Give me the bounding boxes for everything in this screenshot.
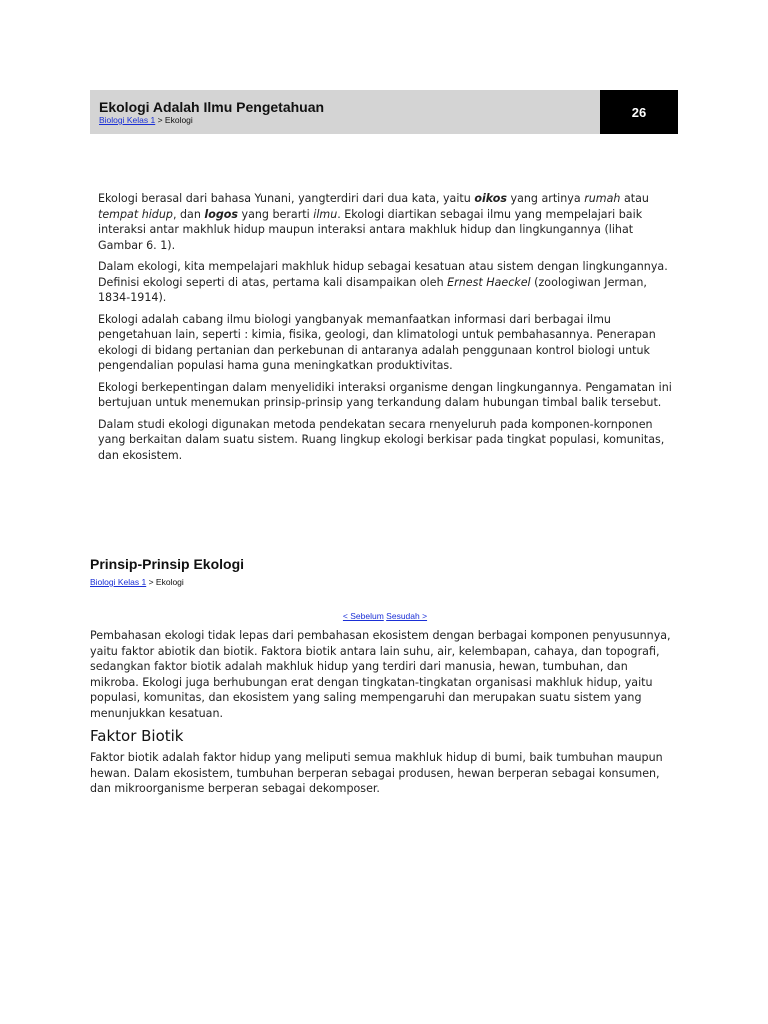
intro-text (98, 191, 673, 469)
text-run: (zoologiwan Jerman, 1834-1914). (98, 275, 647, 304)
page-number: 26 (631, 104, 647, 120)
term-logos: logos (204, 207, 238, 221)
section-breadcrumb (90, 577, 680, 589)
subheading-faktor-biotik: Faktor Biotik (90, 727, 184, 745)
page-number-box (600, 90, 678, 134)
breadcrumb-separator: > (146, 577, 156, 587)
term-tempat-hidup: tempat hidup (98, 207, 173, 221)
intro-paragraph-4: Ekologi berkepentingan dalam menyelidiki interaksi organisme dengan lingkungannya. Pengamatan ini bertujuan untuk menemukan prinsip-prinsip yang terkandung dalam hubungan timbal balik tersebut. (98, 380, 672, 409)
page-header (90, 90, 678, 134)
term-ilmu: ilmu (313, 207, 338, 221)
breadcrumb-current: Ekologi (164, 115, 193, 125)
prev-link[interactable]: < Sebelum (342, 611, 384, 621)
text-run: , dan (172, 207, 205, 221)
breadcrumb (99, 115, 193, 125)
breadcrumb-link-biologi-kelas-1[interactable]: Biologi Kelas 1 (99, 115, 156, 125)
pager (90, 611, 680, 623)
person-name: Ernest Haeckel (447, 275, 531, 289)
text-run: Dalam ekologi, kita mempelajari makhluk hidup sebagai kesatuan atau sistem dengan lingkungannya. Definisi ekologi seperti di atas, pertama kali disampaikan oleh (98, 260, 668, 289)
text-run: yang berarti (237, 207, 314, 221)
subsection-paragraph: Faktor biotik adalah faktor hidup yang meliputi semua makhluk hidup di bumi, baik tumbuhan maupun hewan. Dalam ekosistem, tumbuhan berperan sebagai produsen, hewan berperan sebagai konsumen, dan mikroorganisme berperan sebagai dekomposer. (90, 751, 663, 795)
page-title: Ekologi Adalah Ilmu Pengetahuan (99, 99, 325, 115)
text-run: Ekologi berasal dari bahasa Yunani, yangterdiri dari dua kata, yaitu (98, 192, 475, 205)
intro-paragraph-2 (98, 259, 673, 306)
term-rumah: rumah (584, 192, 621, 205)
intro-paragraph-3: Ekologi adalah cabang ilmu biologi yangbanyak memanfaatkan informasi dari berbagai ilmu pengetahuan lain, seperti : kimia, fisika, geologi, dan klimatologi untuk pembahasannya. Penerapan ekologi di bidang pertanian dan perkebunan di antaranya adalah penggunaan kontrol biologi untuk pengendalian populasi hama guna meningkatkan produktivitas. (98, 312, 656, 372)
section-paragraph: Pembahasan ekologi tidak lepas dari pembahasan ekosistem dengan berbagai komponen penyusunnya, yaitu faktor abiotik dan biotik. Faktora biotik antara lain suhu, air, kelembapan, cahaya, dan topografi, sedangkan faktor biotik adalah makhluk hidup yang terdiri dari manusia, hewan, tumbuhan, dan mikroba. Ekologi juga berhubungan erat dengan tingkatan-tingkatan organisasi makhluk hidup, yaitu populasi, komunitas, dan ekosistem yang saling mempengaruhi dan merupakan suatu sistem yang menunjukkan kesatuan. (90, 629, 671, 720)
section-title: Prinsip-Prinsip Ekologi (90, 556, 245, 572)
breadcrumb-link-biologi-kelas-1[interactable]: Biologi Kelas 1 (90, 577, 147, 587)
breadcrumb-separator: > (155, 115, 165, 125)
text-run: . Ekologi diartikan sebagai ilmu yang mempelajari baik interaksi antar makhluk hidup maupun interaksi antara makhluk hidup dan lingkungannya (lihat Gambar 6. 1). (98, 207, 643, 252)
intro-paragraph-5: Dalam studi ekologi digunakan metoda pendekatan secara rnenyeluruh pada komponen-kornponen yang berkaitan dalam suatu sistem. Ruang lingkup ekologi berkisar pada tingkat populasi, komunitas, dan ekosistem. (98, 417, 665, 462)
breadcrumb-current: Ekologi (155, 577, 184, 587)
text-run: atau (620, 192, 649, 205)
term-oikos: oikos (474, 192, 507, 205)
next-link[interactable]: Sesudah > (386, 611, 428, 621)
text-run: yang artinya (506, 192, 585, 205)
section-prinsip-ekologi (90, 556, 680, 797)
intro-paragraph-1 (98, 191, 673, 253)
